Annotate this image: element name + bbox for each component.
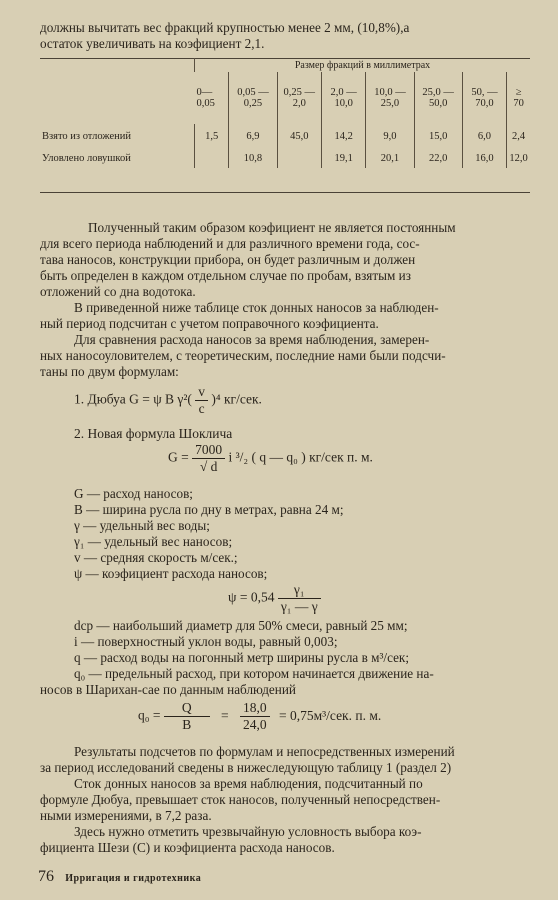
definition: dср — наибольший диаметр для 50% смеси, равный 25 мм; [74, 618, 408, 633]
definition: q — расход воды на погонный метр ширины русла в м³/сек; [74, 650, 410, 665]
text-line: Полученный таким образом коэфициент не является постоянным [88, 220, 456, 235]
table-cell: 16,0 [462, 148, 506, 168]
formula-q0 [138, 700, 381, 733]
column-header: 0,25 — 2,0 [277, 72, 321, 124]
table-cell: 14,2 [321, 124, 365, 148]
definition: i — поверхностный уклон воды, равный 0,003; [74, 634, 338, 649]
text-line: Сток донных наносов за время наблюдения, подсчитанный по [74, 776, 423, 791]
table-bottom-rule [40, 192, 530, 193]
fraction [195, 384, 208, 417]
text-line: быть определен в каждом отдельном случае по пробам, взятым из [40, 268, 411, 283]
definition: γ₁ — удельный вес наносов; [74, 534, 233, 549]
text-line: за период исследований сведены в нижеследующую таблицу 1 (раздел 2) [40, 760, 452, 775]
text-line: для всего периода наблюдений и для различного времени года, сос- [40, 236, 420, 251]
formula-psi [228, 582, 321, 615]
column-header: 10,0 — 25,0 [366, 72, 414, 124]
definition: B — ширина русла по дну в метрах, равна 24 м; [74, 502, 344, 517]
formula-lhs: G = [168, 449, 189, 465]
text-line: ный период подсчитан с учетом поправочного коэфициента. [40, 316, 379, 331]
table-cell: 12,0 [507, 148, 530, 168]
table-cell: 20,1 [366, 148, 414, 168]
definition: ψ — коэфициент расхода наносов; [74, 566, 268, 581]
definition: q₀ — предельный расход, при котором начинается движение на- [74, 666, 434, 681]
table-cell: 10,8 [229, 148, 277, 168]
fraction [240, 700, 270, 733]
formula-label: 2. Новая формула Шоклича [74, 426, 233, 441]
text-line: отложений со дна водотока. [40, 284, 196, 299]
fraction-numerator: γ₁ [278, 582, 321, 599]
formula-tail: )⁴ кг/сек. [211, 391, 262, 407]
text-line: таны по двум формулам: [40, 364, 179, 379]
text-line: Результаты подсчетов по формулам и непосредственных измерений [74, 744, 455, 759]
column-header: ≥ 70 [507, 72, 530, 124]
fraction-denominator: B [182, 717, 192, 732]
formula-middle: i ³/₂ ( q — q₀ ) [228, 449, 306, 465]
fraction-numerator: 7000 [192, 442, 225, 459]
table-header-title: Размер фракций в миллиметрах [195, 58, 531, 72]
formula-shoklich [168, 442, 373, 475]
fraction [164, 700, 210, 733]
table-cell: 6,0 [462, 124, 506, 148]
text-line: ными измерениями, в 7,2 раза. [40, 808, 212, 823]
formula-tail: кг/сек п. м. [309, 449, 373, 465]
text-line: Здесь нужно отметить чрезвычайную условность выбора коэ- [74, 824, 422, 839]
fraction-numerator: 18,0 [240, 700, 270, 717]
fraction [278, 582, 321, 615]
formula-tail: = 0,75м³/сек. п. м. [278, 707, 382, 723]
table-cell: 1,5 [195, 124, 229, 148]
fraction-numerator: Q [164, 700, 210, 717]
table-cell [195, 148, 229, 168]
table-cell: 2,4 [507, 124, 530, 148]
fraction-numerator: v [195, 384, 208, 401]
column-header: 2,0 — 10,0 [321, 72, 365, 124]
row-label: Уловлено ловушкой [42, 152, 131, 164]
definition: v — средняя скорость м/сек.; [74, 550, 238, 565]
fraction-denominator: √ d [199, 459, 218, 474]
running-title: Ирригация и гидротехника [65, 873, 202, 884]
equals-sign: = [220, 707, 229, 723]
formula-label: 1. Дюбуа G = ψ B γ²( [74, 391, 192, 407]
fraction-denominator: c [198, 401, 205, 416]
table-cell: 19,1 [321, 148, 365, 168]
table-cell: 9,0 [366, 124, 414, 148]
page-number: 76 [38, 868, 54, 885]
fraction-denominator: 24,0 [242, 717, 267, 732]
fraction [192, 442, 225, 475]
column-header: 25,0 — 50,0 [414, 72, 462, 124]
definition: G — расход наносов; [74, 486, 193, 501]
column-header: 50, — 70,0 [462, 72, 506, 124]
text-line: фициента Шези (С) и коэфициента расхода наносов. [40, 840, 335, 855]
table-cell: 15,0 [414, 124, 462, 148]
formula-dubois [74, 384, 262, 417]
fraction-denominator: γ₁ — γ [280, 599, 318, 614]
text-line: тава наносов, конструкции прибора, он будет различным и должен [40, 252, 416, 267]
table-cell [277, 148, 321, 168]
table-cell: 6,9 [229, 124, 277, 148]
definition: γ — удельный вес воды; [74, 518, 210, 533]
column-header: 0,05 — 0,25 [229, 72, 277, 124]
table-cell: 22,0 [414, 148, 462, 168]
definition: носов в Шарихан-сае по данным наблюдений [40, 682, 296, 697]
formula-lhs: ψ = 0,54 [228, 589, 275, 605]
row-label: Взято из отложений [42, 130, 131, 142]
text-line: должны вычитать вес фракций крупностью менее 2 мм, (10,8%),а [40, 20, 410, 35]
text-line: В приведенной ниже таблице сток донных наносов за наблюден- [74, 300, 439, 315]
formula-lhs: q₀ = [138, 707, 161, 723]
text-line: Для сравнения расхода наносов за время наблюдения, замерен- [74, 332, 430, 347]
page-footer [38, 868, 201, 886]
column-header: 0—0,05 [196, 87, 215, 109]
text-line: ных наносоуловителем, с теоретическим, последние нами были подсчи- [40, 348, 446, 363]
text-line: формуле Дюбуа, превышает сток наносов, полученный непосредствен- [40, 792, 441, 807]
fractions-table [40, 58, 530, 168]
text-line: остаток увеличивать на коэфициент 2,1. [40, 36, 265, 51]
table-cell: 45,0 [277, 124, 321, 148]
